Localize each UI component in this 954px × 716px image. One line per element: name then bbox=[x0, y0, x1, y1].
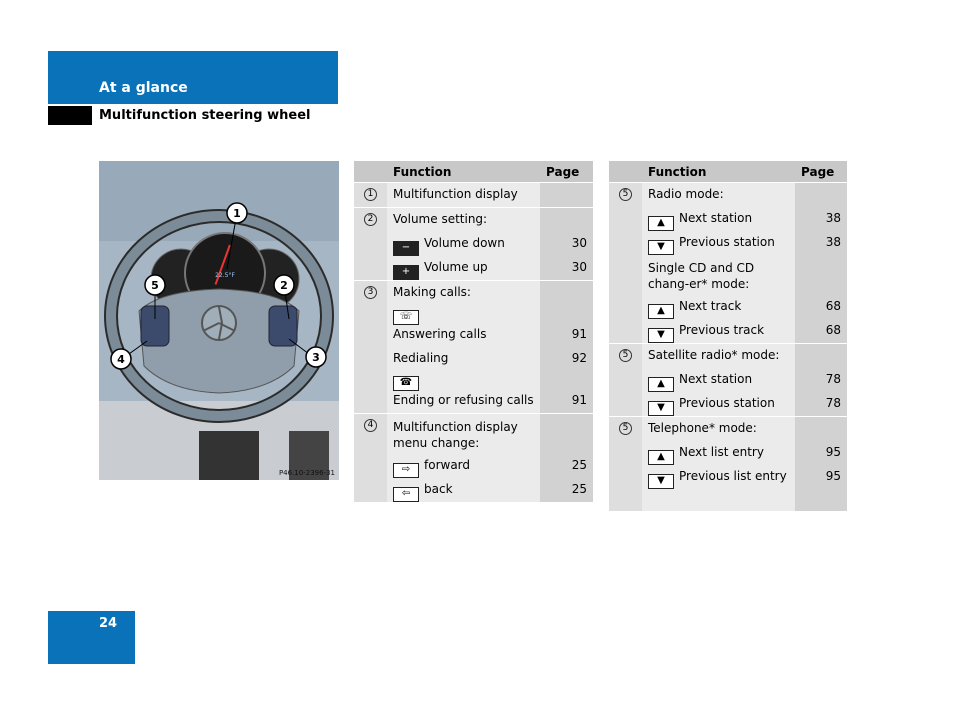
subsection-title: Multifunction steering wheel bbox=[99, 108, 311, 123]
callout-3 bbox=[306, 347, 326, 367]
section-title: At a glance bbox=[99, 80, 188, 96]
svg-text:4: 4 bbox=[117, 353, 125, 366]
function-label: Telephone* mode: bbox=[648, 421, 757, 435]
svg-text:5: 5 bbox=[151, 279, 159, 292]
page-ref: 25 bbox=[571, 458, 587, 472]
svg-text:3: 3 bbox=[312, 351, 320, 364]
table-row bbox=[354, 183, 593, 208]
down-arrow-icon: ▼ bbox=[648, 240, 674, 255]
function-item: Answering calls bbox=[393, 327, 487, 341]
callout-2 bbox=[274, 275, 294, 295]
page-ref: 25 bbox=[571, 482, 587, 496]
up-arrow-icon: ▲ bbox=[648, 216, 674, 231]
function-item: Volume up bbox=[424, 260, 488, 274]
page-ref: 78 bbox=[825, 396, 841, 410]
function-table-1 bbox=[354, 161, 593, 502]
function-item: Previous list entry bbox=[679, 469, 787, 483]
table-row bbox=[609, 417, 847, 512]
table-header bbox=[609, 161, 847, 183]
page-ref: 92 bbox=[571, 351, 587, 365]
function-item: Previous station bbox=[679, 396, 775, 410]
page-number: 24 bbox=[99, 616, 118, 631]
pedal-left bbox=[199, 431, 259, 480]
item-number: 5 bbox=[619, 188, 632, 201]
page-ref: 91 bbox=[571, 393, 587, 407]
function-label: Multifunction display menu change: bbox=[393, 420, 518, 450]
function-label: Making calls: bbox=[393, 285, 471, 299]
page-ref: 91 bbox=[571, 327, 587, 341]
function-item: forward bbox=[424, 458, 471, 472]
page-ref: 38 bbox=[825, 211, 841, 225]
plus-icon: + bbox=[393, 265, 419, 280]
svg-text:1: 1 bbox=[233, 207, 241, 220]
item-number: 5 bbox=[619, 422, 632, 435]
function-label: Multifunction display bbox=[393, 187, 518, 201]
table-header bbox=[354, 161, 593, 183]
function-item: Next list entry bbox=[679, 445, 764, 459]
up-arrow-icon: ▲ bbox=[648, 377, 674, 392]
header-function: Function bbox=[648, 164, 707, 179]
page-ref: 30 bbox=[571, 236, 587, 250]
item-number: 1 bbox=[364, 188, 377, 201]
table-row bbox=[609, 344, 847, 417]
function-item: Next station bbox=[679, 211, 753, 225]
menu-forward-icon: ⇨ bbox=[393, 463, 419, 478]
table-row bbox=[354, 208, 593, 281]
function-item: Previous station bbox=[679, 235, 775, 249]
header-function: Function bbox=[393, 164, 452, 179]
up-arrow-icon: ▲ bbox=[648, 450, 674, 465]
steering-wheel-illustration bbox=[99, 161, 339, 480]
function-table-2 bbox=[609, 161, 847, 511]
page-ref: 78 bbox=[825, 372, 841, 386]
function-label: Satellite radio* mode: bbox=[648, 348, 780, 362]
down-arrow-icon: ▼ bbox=[648, 401, 674, 416]
function-item: Ending or refusing calls bbox=[393, 393, 534, 407]
header-page: Page bbox=[546, 164, 580, 179]
page-ref: 95 bbox=[825, 445, 841, 459]
table-row bbox=[354, 281, 593, 414]
image-reference: P46.10-2396-31 bbox=[278, 469, 335, 477]
page-ref: 95 bbox=[825, 469, 841, 483]
page-ref: 30 bbox=[571, 260, 587, 274]
table-row bbox=[354, 414, 593, 503]
display-readout: 22.5°F bbox=[215, 272, 235, 279]
function-item: Previous track bbox=[679, 323, 765, 337]
menu-back-icon: ⇦ bbox=[393, 487, 419, 502]
down-arrow-icon: ▼ bbox=[648, 328, 674, 343]
svg-text:2: 2 bbox=[280, 279, 288, 292]
steering-wheel-photo bbox=[99, 161, 339, 480]
callout-4 bbox=[111, 349, 131, 369]
function-item: back bbox=[424, 482, 453, 496]
minus-icon: − bbox=[393, 241, 419, 256]
phone-answer-icon: ☏ bbox=[393, 310, 419, 325]
item-number: 5 bbox=[619, 349, 632, 362]
right-button-pad bbox=[269, 306, 297, 346]
page-ref: 68 bbox=[825, 299, 841, 313]
callout-5 bbox=[145, 275, 165, 295]
function-item: Volume down bbox=[424, 236, 505, 250]
item-number: 3 bbox=[364, 286, 377, 299]
item-number: 2 bbox=[364, 213, 377, 226]
function-item: Next track bbox=[679, 299, 742, 313]
function-item: Redialing bbox=[393, 351, 449, 365]
function-label: Volume setting: bbox=[393, 212, 488, 226]
function-label: Single CD and CD chang-er* mode: bbox=[648, 261, 755, 291]
item-number: 4 bbox=[364, 419, 377, 432]
callout-1 bbox=[227, 203, 247, 223]
page-ref: 38 bbox=[825, 235, 841, 249]
table-row bbox=[609, 183, 847, 344]
down-arrow-icon: ▼ bbox=[648, 474, 674, 489]
subsection-marker bbox=[48, 106, 92, 125]
page-ref: 68 bbox=[825, 323, 841, 337]
function-item: Next station bbox=[679, 372, 753, 386]
function-label: Radio mode: bbox=[648, 187, 724, 201]
up-arrow-icon: ▲ bbox=[648, 304, 674, 319]
page-number-box bbox=[48, 611, 135, 664]
header-page: Page bbox=[801, 164, 835, 179]
header-band bbox=[48, 51, 338, 104]
phone-hangup-icon: ☎ bbox=[393, 376, 419, 391]
